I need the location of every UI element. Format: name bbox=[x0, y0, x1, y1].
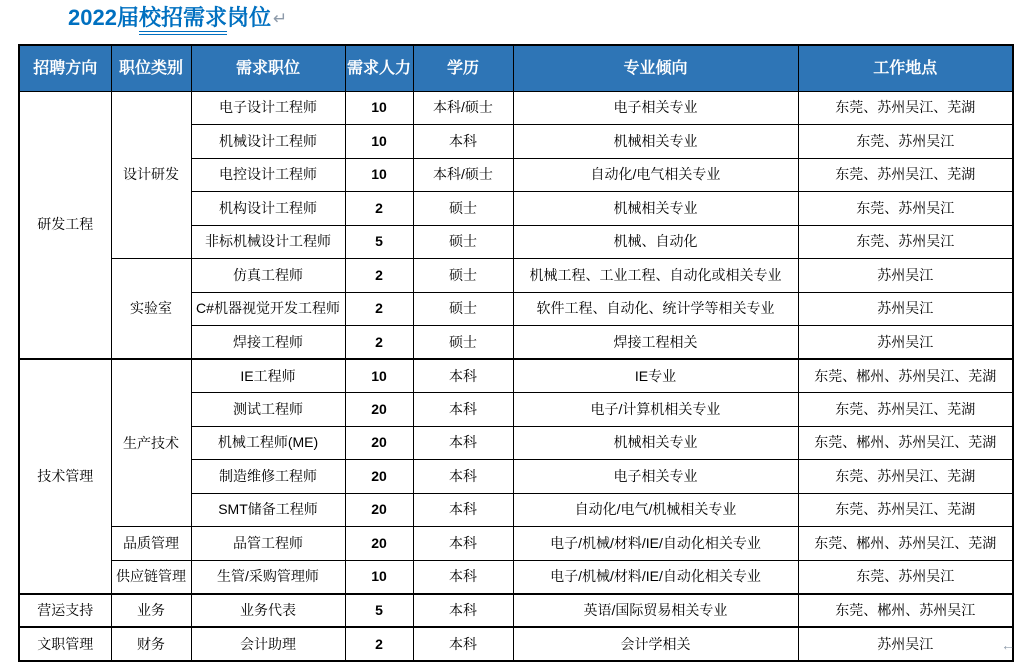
cell-headcount: 2 bbox=[345, 627, 413, 661]
cell-major: 机械、自动化 bbox=[513, 225, 798, 259]
cell-major: 电子/计算机相关专业 bbox=[513, 393, 798, 427]
cell-location: 东莞、苏州吴江 bbox=[798, 560, 1013, 594]
cell-location: 苏州吴江 bbox=[798, 292, 1013, 326]
cell-major: 机械相关专业 bbox=[513, 426, 798, 460]
cell-education: 本科 bbox=[413, 594, 513, 628]
cell-headcount: 20 bbox=[345, 393, 413, 427]
cell-education: 本科 bbox=[413, 627, 513, 661]
cell-location: 东莞、郴州、苏州吴江、芜湖 bbox=[798, 426, 1013, 460]
page-title bbox=[68, 4, 287, 33]
cell-position: 仿真工程师 bbox=[191, 259, 345, 293]
column-header-5: 专业倾向 bbox=[513, 45, 798, 91]
cell-major: 电子相关专业 bbox=[513, 460, 798, 494]
cell-location: 东莞、苏州吴江、芜湖 bbox=[798, 493, 1013, 527]
cell-education: 硕士 bbox=[413, 192, 513, 226]
cell-headcount: 2 bbox=[345, 259, 413, 293]
table-body bbox=[19, 91, 1013, 661]
cell-location: 苏州吴江 bbox=[798, 326, 1013, 360]
cell-headcount: 20 bbox=[345, 527, 413, 561]
cell-education: 本科 bbox=[413, 527, 513, 561]
cell-position: 电子设计工程师 bbox=[191, 91, 345, 125]
cell-position: IE工程师 bbox=[191, 359, 345, 393]
cell-headcount: 2 bbox=[345, 292, 413, 326]
table-row bbox=[19, 527, 1013, 561]
cell-education: 硕士 bbox=[413, 225, 513, 259]
cell-position: 制造维修工程师 bbox=[191, 460, 345, 494]
column-header-6: 工作地点 bbox=[798, 45, 1013, 91]
cell-direction: 文职管理 bbox=[19, 627, 111, 661]
cell-major: 机械相关专业 bbox=[513, 192, 798, 226]
cell-location: 东莞、苏州吴江、芜湖 bbox=[798, 393, 1013, 427]
cell-position: 业务代表 bbox=[191, 594, 345, 628]
cell-major: 英语/国际贸易相关专业 bbox=[513, 594, 798, 628]
column-header-3: 需求人力 bbox=[345, 45, 413, 91]
cell-position: 机械设计工程师 bbox=[191, 125, 345, 159]
cell-major: 机械相关专业 bbox=[513, 125, 798, 159]
title-underlined-text: 校招需求 bbox=[139, 5, 227, 35]
cell-direction: 营运支持 bbox=[19, 594, 111, 628]
cell-major: 焊接工程相关 bbox=[513, 326, 798, 360]
cell-category: 品质管理 bbox=[111, 527, 191, 561]
cell-location: 东莞、苏州吴江 bbox=[798, 192, 1013, 226]
cell-major: 自动化/电气相关专业 bbox=[513, 158, 798, 192]
table-row bbox=[19, 259, 1013, 293]
cell-major: IE专业 bbox=[513, 359, 798, 393]
cell-position: 非标机械设计工程师 bbox=[191, 225, 345, 259]
cell-position: 电控设计工程师 bbox=[191, 158, 345, 192]
cell-headcount: 2 bbox=[345, 326, 413, 360]
cell-major: 电子/机械/材料/IE/自动化相关专业 bbox=[513, 560, 798, 594]
cell-category: 财务 bbox=[111, 627, 191, 661]
cell-location: 苏州吴江 bbox=[798, 627, 1013, 661]
cell-education: 本科 bbox=[413, 125, 513, 159]
cell-location: 东莞、苏州吴江、芜湖 bbox=[798, 460, 1013, 494]
recruitment-table bbox=[18, 44, 1014, 662]
cell-major: 会计学相关 bbox=[513, 627, 798, 661]
column-header-4: 学历 bbox=[413, 45, 513, 91]
table-end-return-icon: ← bbox=[1001, 637, 1015, 653]
cell-education: 本科 bbox=[413, 460, 513, 494]
cell-headcount: 2 bbox=[345, 192, 413, 226]
cell-position: 焊接工程师 bbox=[191, 326, 345, 360]
cell-headcount: 10 bbox=[345, 91, 413, 125]
cell-position: 品管工程师 bbox=[191, 527, 345, 561]
cell-position: 会计助理 bbox=[191, 627, 345, 661]
cell-education: 本科 bbox=[413, 359, 513, 393]
cell-headcount: 5 bbox=[345, 594, 413, 628]
cell-location: 东莞、苏州吴江 bbox=[798, 125, 1013, 159]
cell-education: 本科 bbox=[413, 493, 513, 527]
cell-location: 东莞、苏州吴江、芜湖 bbox=[798, 158, 1013, 192]
table-header-row bbox=[19, 45, 1013, 91]
cell-position: SMT储备工程师 bbox=[191, 493, 345, 527]
table-row bbox=[19, 594, 1013, 628]
cell-education: 本科 bbox=[413, 560, 513, 594]
cell-headcount: 20 bbox=[345, 426, 413, 460]
paragraph-return-icon: ↵ bbox=[272, 9, 288, 28]
cell-direction: 技术管理 bbox=[19, 359, 111, 594]
cell-direction: 研发工程 bbox=[19, 91, 111, 359]
cell-education: 本科 bbox=[413, 426, 513, 460]
cell-position: 生管/采购管理师 bbox=[191, 560, 345, 594]
cell-location: 东莞、郴州、苏州吴江、芜湖 bbox=[798, 359, 1013, 393]
cell-major: 软件工程、自动化、统计学等相关专业 bbox=[513, 292, 798, 326]
column-header-0: 招聘方向 bbox=[19, 45, 111, 91]
cell-headcount: 10 bbox=[345, 158, 413, 192]
cell-education: 硕士 bbox=[413, 292, 513, 326]
cell-education: 硕士 bbox=[413, 326, 513, 360]
title-prefix: 2022届 bbox=[68, 5, 139, 30]
table-row bbox=[19, 627, 1013, 661]
column-header-2: 需求职位 bbox=[191, 45, 345, 91]
cell-education: 本科/硕士 bbox=[413, 91, 513, 125]
cell-headcount: 10 bbox=[345, 560, 413, 594]
cell-major: 电子/机械/材料/IE/自动化相关专业 bbox=[513, 527, 798, 561]
cell-category: 生产技术 bbox=[111, 359, 191, 527]
cell-headcount: 20 bbox=[345, 493, 413, 527]
column-header-1: 职位类别 bbox=[111, 45, 191, 91]
cell-headcount: 5 bbox=[345, 225, 413, 259]
table-row bbox=[19, 91, 1013, 125]
cell-education: 硕士 bbox=[413, 259, 513, 293]
cell-position: C#机器视觉开发工程师 bbox=[191, 292, 345, 326]
cell-category: 实验室 bbox=[111, 259, 191, 360]
cell-headcount: 20 bbox=[345, 460, 413, 494]
cell-location: 苏州吴江 bbox=[798, 259, 1013, 293]
cell-location: 东莞、苏州吴江、芜湖 bbox=[798, 91, 1013, 125]
cell-category: 业务 bbox=[111, 594, 191, 628]
cell-position: 测试工程师 bbox=[191, 393, 345, 427]
cell-headcount: 10 bbox=[345, 359, 413, 393]
table-row bbox=[19, 560, 1013, 594]
cell-category: 设计研发 bbox=[111, 91, 191, 259]
cell-location: 东莞、郴州、苏州吴江、芜湖 bbox=[798, 527, 1013, 561]
cell-headcount: 10 bbox=[345, 125, 413, 159]
cell-major: 自动化/电气/机械相关专业 bbox=[513, 493, 798, 527]
cell-position: 机构设计工程师 bbox=[191, 192, 345, 226]
cell-education: 本科 bbox=[413, 393, 513, 427]
cell-category: 供应链管理 bbox=[111, 560, 191, 594]
cell-position: 机械工程师(ME) bbox=[191, 426, 345, 460]
cell-location: 东莞、苏州吴江 bbox=[798, 225, 1013, 259]
title-suffix: 岗位 bbox=[226, 5, 271, 30]
cell-major: 机械工程、工业工程、自动化或相关专业 bbox=[513, 259, 798, 293]
table-row bbox=[19, 359, 1013, 393]
cell-major: 电子相关专业 bbox=[513, 91, 798, 125]
cell-location: 东莞、郴州、苏州吴江 bbox=[798, 594, 1013, 628]
cell-education: 本科/硕士 bbox=[413, 158, 513, 192]
